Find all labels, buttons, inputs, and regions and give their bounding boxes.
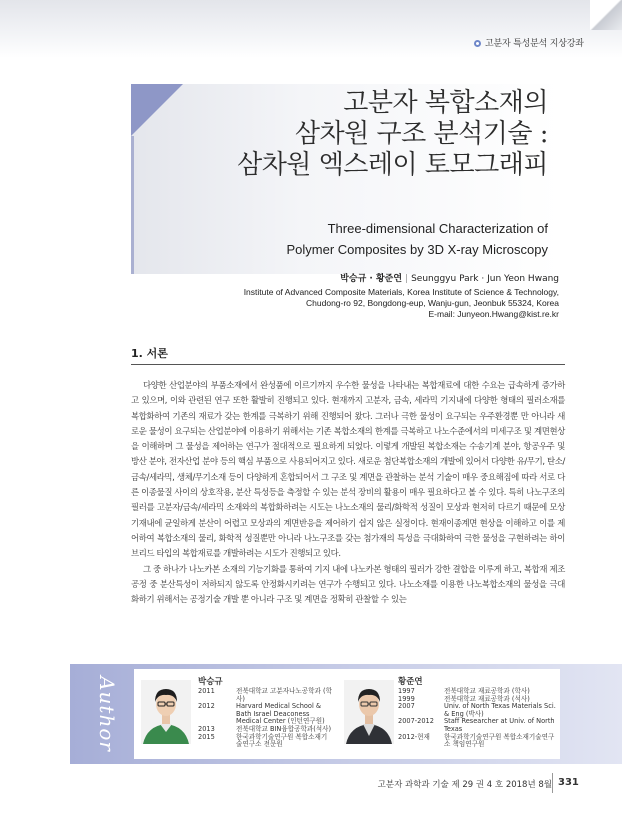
- author-cv-park: [198, 688, 332, 749]
- section-divider: [131, 364, 565, 365]
- section-heading: 1. 서론: [131, 347, 168, 360]
- author-name-park: 박승규: [198, 677, 223, 687]
- footer-divider: [552, 773, 553, 793]
- cv-row: 2011 전북대학교 고분자나노공학과 (학사): [198, 687, 332, 703]
- title-block: [131, 84, 560, 274]
- page-curl-decoration: [590, 0, 622, 30]
- authors-korean: 박승규 · 황준연: [340, 274, 403, 284]
- body-text: [131, 378, 565, 607]
- cv-row: 1997 전북대학교 재료공학과 (학사): [398, 687, 530, 695]
- cv-row: 1999 전북대학교 재료공학과 (석사): [398, 694, 530, 703]
- corner-triangle-decoration: [131, 84, 183, 136]
- body-paragraph: 그 중 하나가 나노카본 소재의 기능기화를 통하여 기지 내에 나노카본 형태의 필러가 강한 결합을 이루게 하고, 복합재 제조 공정 중 분산특성이 저하되지 않도록 안정화시키려는 연구가 수행되고 있다. 나노소재를 이용한 나노복합소재의 물성을 극대화하기 위해서는 공정기술 개발 뿐 아니라 구조 및 계면을 정확히 관찰할 수 있는: [131, 563, 565, 605]
- affiliation-email: E-mail: Junyeon.Hwang@kist.re.kr: [428, 309, 559, 319]
- author-line: [340, 271, 559, 284]
- cv-row: 2015 한국과학기술연구원 복합소재기술연구소 전문원: [198, 732, 328, 749]
- cv-row: 2007 Univ. of North Texas Materials Sci. & Eng (박사): [398, 702, 556, 718]
- bullet-circle-icon: [474, 40, 481, 47]
- author-separator: |: [405, 274, 409, 284]
- affiliation: [244, 287, 559, 320]
- series-text: 고분자 특성분석 지상강좌: [485, 39, 584, 49]
- title-side-bar: [131, 136, 134, 274]
- page-number: 331: [558, 777, 579, 788]
- cv-row: 2007-2012 Staff Researcher at Univ. of North Texas: [398, 717, 555, 733]
- journal-footer: 고분자 과학과 기술 제 29 권 4 호 2018년 8월: [377, 780, 552, 790]
- header-band: [0, 0, 622, 58]
- cv-row: 2012-현재 한국과학기술연구원 복합소재기술연구소 책임연구원: [398, 732, 555, 749]
- authors-english: Seunggyu Park · Jun Yeon Hwang: [411, 274, 559, 284]
- author-name-hwang: 황준연: [398, 677, 423, 687]
- author-photo-hwang: [344, 680, 394, 744]
- korean-title-line: 삼차원 구조 분석기술 :: [294, 119, 548, 149]
- author-photo-park: [141, 680, 191, 744]
- english-title-line: Polymer Composites by 3D X-ray Microscopy: [286, 242, 548, 257]
- korean-title-line: 고분자 복합소재의: [343, 88, 548, 118]
- english-title-line: Three-dimensional Characterization of: [327, 221, 548, 236]
- affiliation-line: Institute of Advanced Composite Materials, Korea Institute of Science & Technology,: [243, 287, 559, 297]
- series-label: [474, 36, 584, 49]
- korean-title-line: 삼차원 엑스레이 토모그래피: [237, 150, 548, 180]
- cv-row: 2013 전북대학교 BIN융합공학과(석사): [198, 724, 332, 733]
- body-paragraph: 다양한 산업분야의 부품소재에서 완성품에 이르기까지 우수한 물성을 나타내는 복합재료에 대한 수요는 급속하게 증가하고 있으며, 이와 관련된 연구 또한 활발히 진행되고 있다. 현재까지 고분자, 금속, 세라믹 기지내에 다양한 형태의 필러소재를 복합화하여 기존의 재료가 갖는 한계를 극복하기 위해 진행되어 왔다. 그러나 극한 물성이 요구되는 우주환경뿐 만 아니라 새로운 물성이 요구되는 산업분야에 이용하기 위해서는 기존 복합소재의 한계를 극복하고 나노수준에서의 미세구조 및 계면현상을 이해하며 그 물성을 제어하는 연구가 절대적으로 필요하게 되었다. 이렇게 개발된 복합소재는 수송기계 분야, 항공우주 및 방산 분야, 전자산업 분야 등의 핵심 부품으로 사용되어지고 있다. 새로운 첨단복합소재의 개발에 있어서 다양한 유/무기, 탄소/금속/세라믹, 생체/무기소재 등이 다양하게 혼합되어서 그 구조 및 계면을 관찰하는 분석 기술이 매우 중요해짐에 따라 서로 다른 이종물질 사이의 상호작용, 분산 특성등을 측정할 수 있는 분석 장비의 활용이 매우 필요하다고 볼 수 있다. 특히 나노구조의 필러를 고분자/금속/세라믹 소재와의 복합화하려는 시도는 나노소재의 물리/화학적 성질이 모상과 현저히 다르기 때문에 모상 기재내에 균일하게 분산이 어렵고 모상과의 계면반응을 제어하기 쉽지 않은 실정이다. 현재이종계면 현상을 이해하고 이를 제어하여 복합소재의 물리, 화학적 성질뿐만 아니라 나노구조를 갖는 첨가재의 특성을 극대화하여 극한 물성을 구현하려는 하이브리드 타입의 복합재료를 개발하려는 시도가 진행되고 있다.: [131, 380, 565, 559]
- author-label: Author: [95, 676, 119, 752]
- affiliation-line: Chudong-ro 92, Bongdong-eup, Wanju-gun, Jeonbuk 55324, Korea: [306, 298, 559, 308]
- english-title: [286, 218, 548, 260]
- author-cv-hwang: [398, 688, 556, 749]
- cv-row: 2012 Harvard Medical School & Bath Israel Deaconess Medical Center (인턴연구원): [198, 702, 325, 726]
- korean-title: [237, 88, 548, 181]
